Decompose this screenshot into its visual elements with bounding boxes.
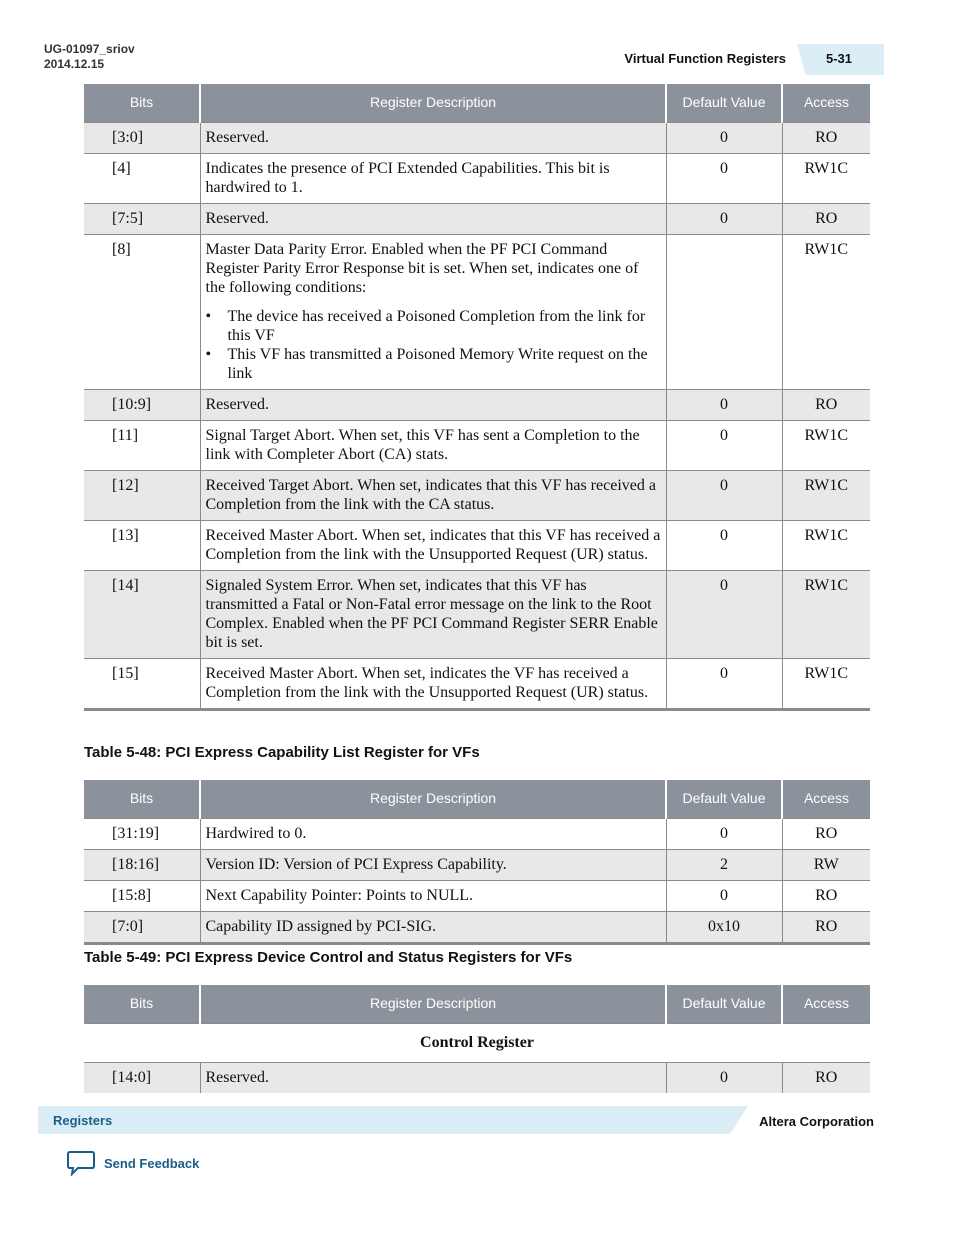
table-row xyxy=(84,520,870,570)
col-default: Default Value xyxy=(666,985,782,1023)
table-row xyxy=(84,880,870,911)
table-caption: Table 5-49: PCI Express Device Control and Status Registers for VFs xyxy=(84,949,573,966)
cell-description: Hardwired to 0. xyxy=(200,818,666,849)
table-row xyxy=(84,818,870,849)
cell-default xyxy=(666,234,782,389)
col-description: Register Description xyxy=(200,985,666,1023)
cell-bits: [31:19] xyxy=(84,818,200,849)
cell-bits: [11] xyxy=(84,420,200,470)
cell-description: Reserved. xyxy=(200,122,666,153)
cell-bits: [10:9] xyxy=(84,389,200,420)
cell-default: 0 xyxy=(666,153,782,203)
cell-default: 0 xyxy=(666,470,782,520)
description-text: Master Data Parity Error. Enabled when the PF PCI Command Register Parity Error Response bit is set. When set, indicates one of the following conditions: xyxy=(205,240,639,296)
cell-default: 0 xyxy=(666,880,782,911)
table-row xyxy=(84,203,870,234)
cell-description: Next Capability Pointer: Points to NULL. xyxy=(200,880,666,911)
cell-access: RW1C xyxy=(782,658,870,709)
cell-description: Indicates the presence of PCI Extended Capabilities. This bit is hardwired to 1. xyxy=(200,153,666,203)
cell-bits: [15] xyxy=(84,658,200,709)
cell-bits: [4] xyxy=(84,153,200,203)
cell-access: RW1C xyxy=(782,570,870,658)
cell-access: RO xyxy=(782,911,870,943)
cell-default: 0 xyxy=(666,520,782,570)
cell-access: RO xyxy=(782,1062,870,1093)
list-item: • The device has received a Poisoned Completion from the link for this VF xyxy=(206,307,661,345)
table-header-row xyxy=(84,985,870,1023)
cell-access: RO xyxy=(782,880,870,911)
cell-default: 0 xyxy=(666,818,782,849)
device-control-status-table xyxy=(84,985,870,1093)
table-row xyxy=(84,911,870,943)
cell-description: Received Master Abort. When set, indicates that this VF has received a Completion from the link with the Unsupported Request (UR) status. xyxy=(200,520,666,570)
feedback-label: Send Feedback xyxy=(104,1155,200,1171)
cell-default: 0 xyxy=(666,203,782,234)
group-row xyxy=(84,1023,870,1062)
cell-description: Received Target Abort. When set, indicates that this VF has received a Completion from the link with the CA status. xyxy=(200,470,666,520)
table-row xyxy=(84,1062,870,1093)
col-default: Default Value xyxy=(666,84,782,122)
cell-bits: [14] xyxy=(84,570,200,658)
table-caption: Table 5-48: PCI Express Capability List Register for VFs xyxy=(84,744,480,761)
footer-band xyxy=(38,1106,748,1134)
condition-list xyxy=(206,307,661,383)
cell-access: RW xyxy=(782,849,870,880)
group-label: Control Register xyxy=(84,1023,870,1062)
footer-company: Altera Corporation xyxy=(759,1114,874,1129)
cell-bits: [8] xyxy=(84,234,200,389)
cell-default: 0 xyxy=(666,570,782,658)
capability-list-table xyxy=(84,780,870,945)
register-table-continued xyxy=(84,84,870,711)
table-header-row xyxy=(84,84,870,122)
table-row xyxy=(84,153,870,203)
cell-access: RW1C xyxy=(782,420,870,470)
section-title: Virtual Function Registers xyxy=(624,51,786,66)
cell-default: 2 xyxy=(666,849,782,880)
cell-bits: [13] xyxy=(84,520,200,570)
table-row xyxy=(84,849,870,880)
cell-default: 0 xyxy=(666,658,782,709)
table-row xyxy=(84,122,870,153)
cell-description: Signaled System Error. When set, indicates that this VF has transmitted a Fatal or Non-Fatal error message on the link to the Root Complex. Enabled when the PF PCI Command Register SERR Enable bit is set. xyxy=(200,570,666,658)
col-default: Default Value xyxy=(666,780,782,818)
cell-bits: [7:5] xyxy=(84,203,200,234)
table-row xyxy=(84,234,870,389)
cell-access: RO xyxy=(782,203,870,234)
cell-description: Reserved. xyxy=(200,1062,666,1093)
list-item: • This VF has transmitted a Poisoned Memory Write request on the link xyxy=(206,345,661,383)
cell-description xyxy=(200,234,666,389)
cell-bits: [12] xyxy=(84,470,200,520)
col-bits: Bits xyxy=(84,985,200,1023)
cell-default: 0 xyxy=(666,1062,782,1093)
cell-access: RW1C xyxy=(782,470,870,520)
document-id xyxy=(44,42,135,72)
cell-default: 0 xyxy=(666,420,782,470)
cell-access: RW1C xyxy=(782,520,870,570)
cell-access: RO xyxy=(782,818,870,849)
table-header-row xyxy=(84,780,870,818)
cell-bits: [14:0] xyxy=(84,1062,200,1093)
cell-description: Version ID: Version of PCI Express Capability. xyxy=(200,849,666,880)
cell-default: 0 xyxy=(666,389,782,420)
send-feedback-link[interactable] xyxy=(66,1150,199,1176)
table-row xyxy=(84,658,870,709)
cell-bits: [18:16] xyxy=(84,849,200,880)
table-row xyxy=(84,470,870,520)
cell-description: Reserved. xyxy=(200,203,666,234)
table-row xyxy=(84,420,870,470)
cell-bits: [3:0] xyxy=(84,122,200,153)
page-number: 5-31 xyxy=(826,51,853,66)
cell-access: RW1C xyxy=(782,153,870,203)
cell-access: RO xyxy=(782,122,870,153)
cell-default: 0 xyxy=(666,122,782,153)
cell-access: RO xyxy=(782,389,870,420)
col-description: Register Description xyxy=(200,84,666,122)
cell-bits: [15:8] xyxy=(84,880,200,911)
col-description: Register Description xyxy=(200,780,666,818)
col-access: Access xyxy=(782,780,870,818)
col-access: Access xyxy=(782,84,870,122)
table-row xyxy=(84,570,870,658)
speech-bubble-icon xyxy=(66,1150,96,1176)
doc-date: 2014.12.15 xyxy=(44,57,105,71)
cell-description: Received Master Abort. When set, indicates the VF has received a Completion from the link with the Unsupported Request (UR) status. xyxy=(200,658,666,709)
col-access: Access xyxy=(782,985,870,1023)
cell-description: Reserved. xyxy=(200,389,666,420)
col-bits: Bits xyxy=(84,84,200,122)
table-row xyxy=(84,389,870,420)
col-bits: Bits xyxy=(84,780,200,818)
cell-description: Capability ID assigned by PCI-SIG. xyxy=(200,911,666,943)
footer-section-link[interactable]: Registers xyxy=(53,1113,113,1128)
cell-description: Signal Target Abort. When set, this VF has sent a Completion to the link with Completer Abort (CA) stats. xyxy=(200,420,666,470)
doc-code: UG-01097_sriov xyxy=(44,42,135,56)
cell-default: 0x10 xyxy=(666,911,782,943)
cell-access: RW1C xyxy=(782,234,870,389)
cell-bits: [7:0] xyxy=(84,911,200,943)
